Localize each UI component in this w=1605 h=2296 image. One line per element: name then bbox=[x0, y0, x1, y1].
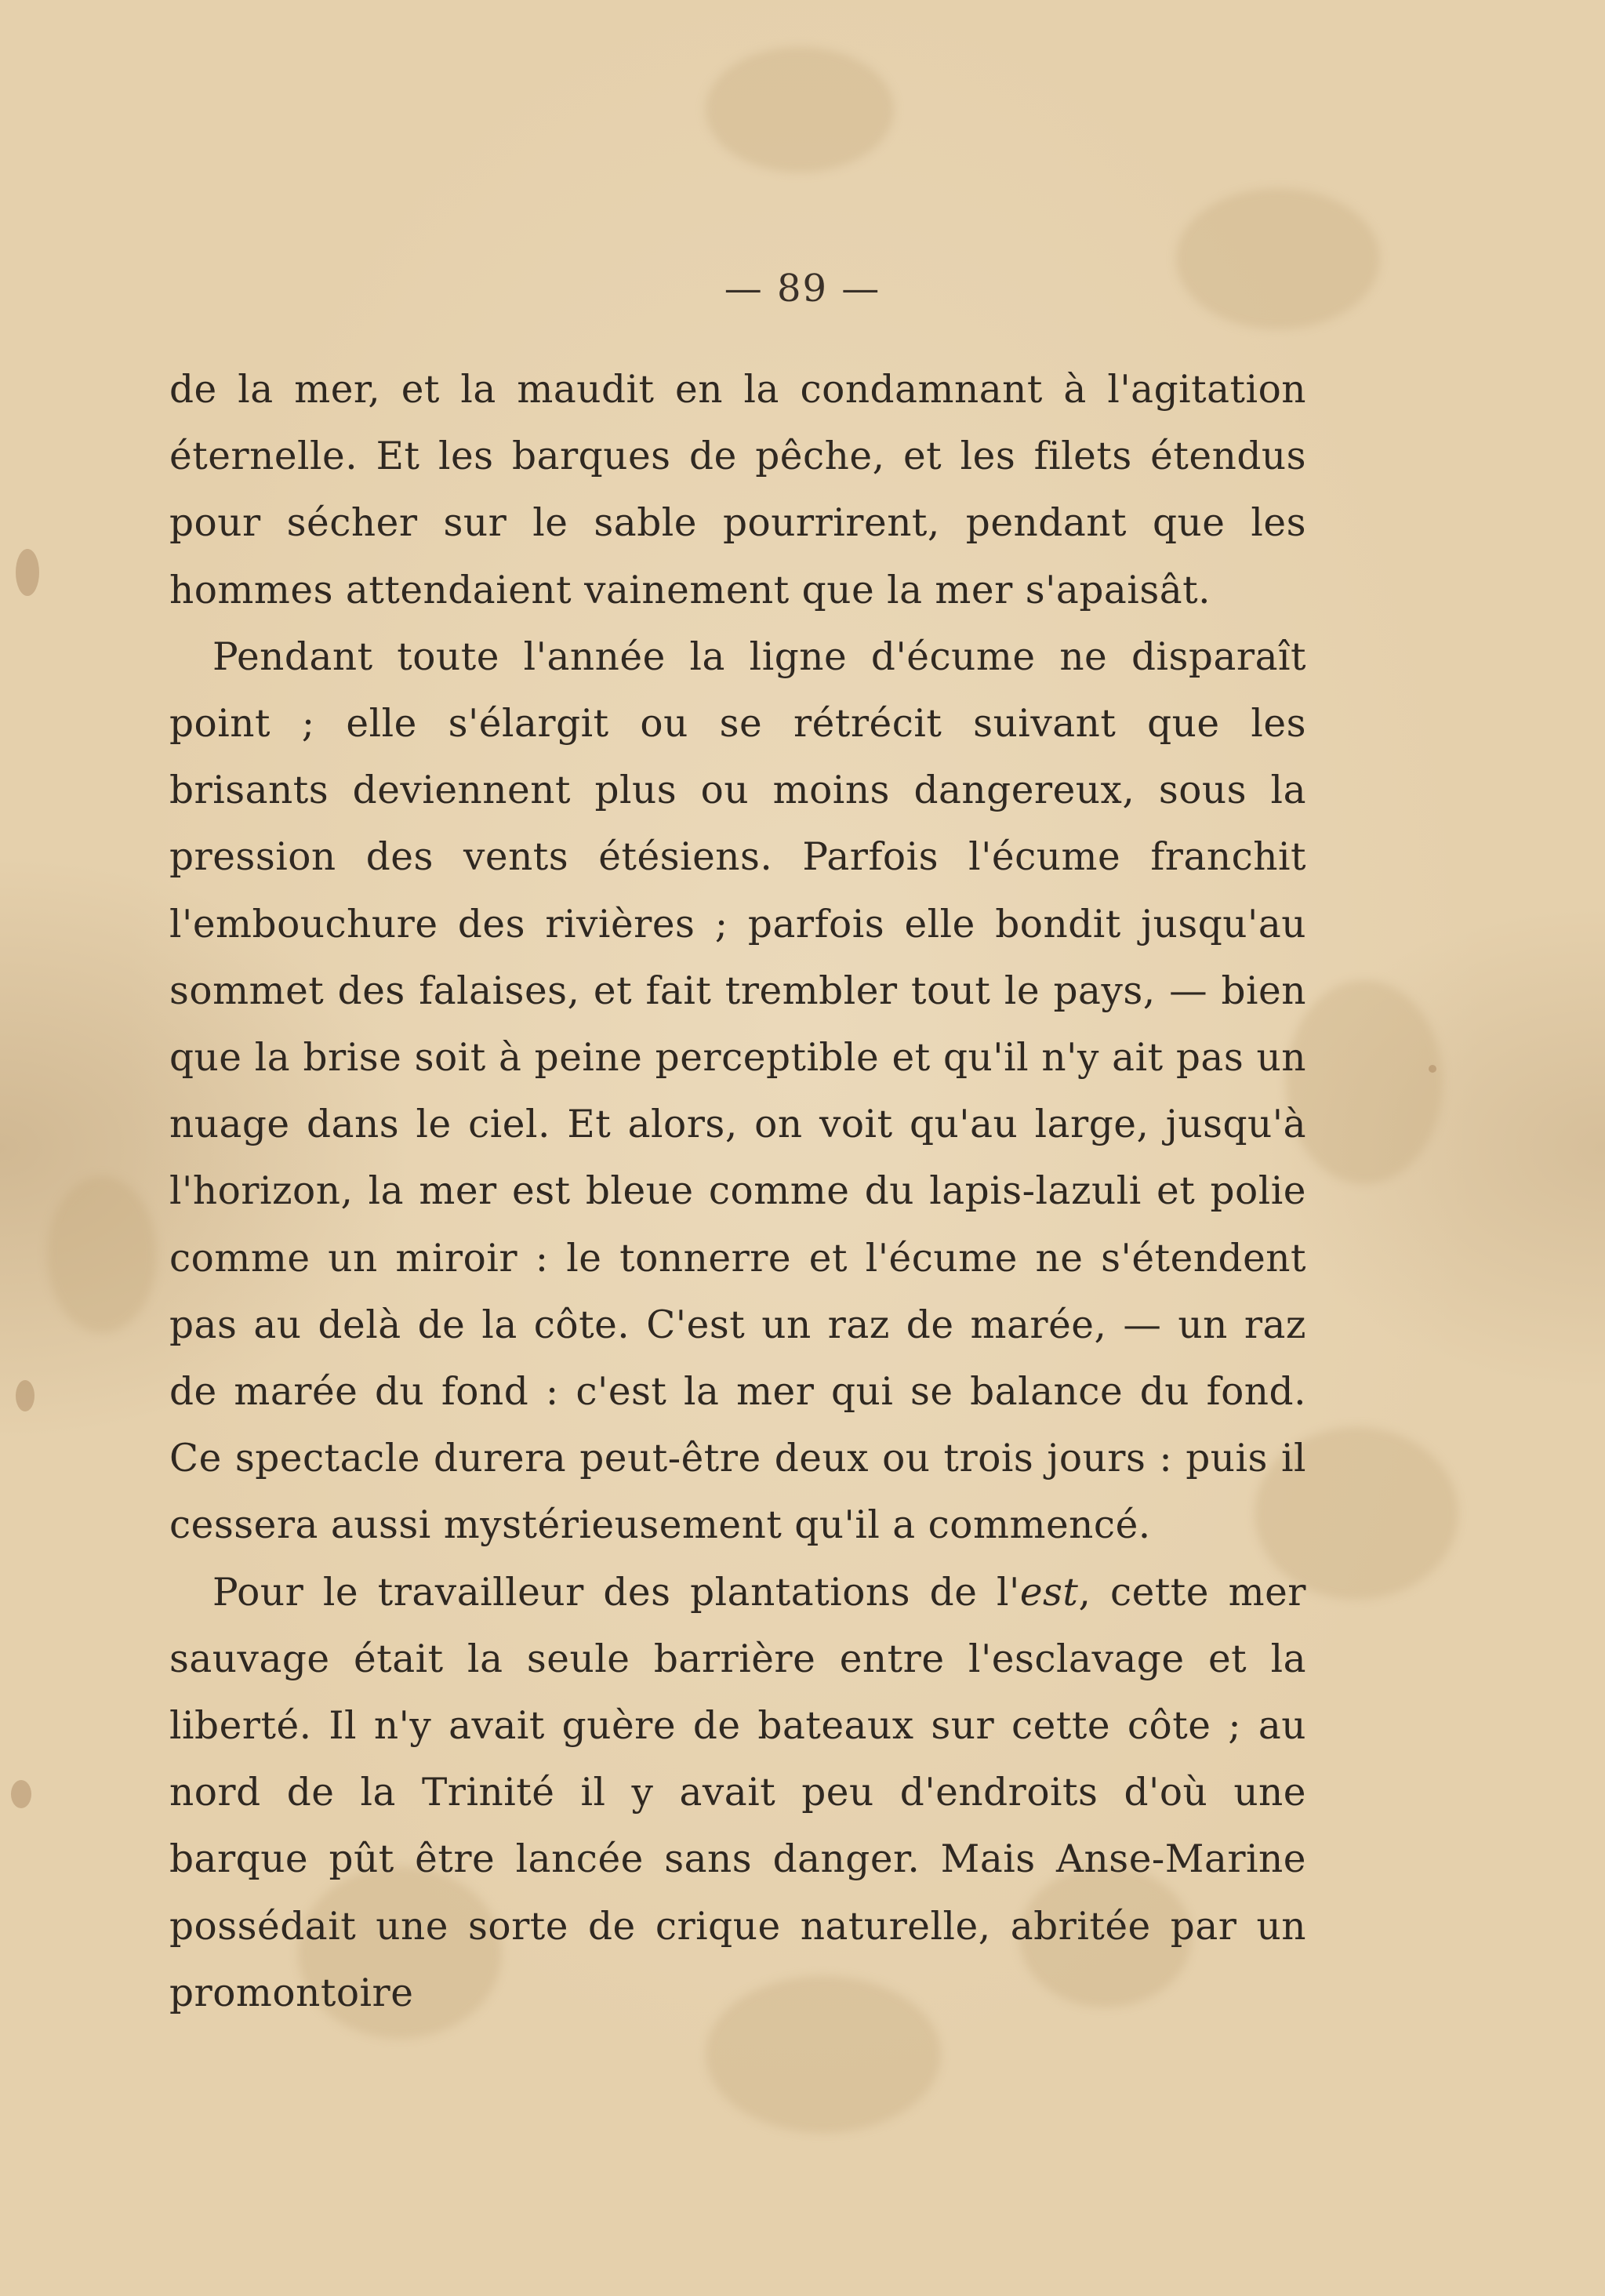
stain bbox=[706, 47, 894, 173]
foxing-spot bbox=[16, 549, 39, 596]
foxing-spot bbox=[11, 1780, 31, 1808]
body-text bbox=[169, 357, 1306, 2027]
foxing-spot bbox=[16, 1380, 34, 1411]
paragraph-1: de la mer, et la maudit en la condamnant à l'agitation éternelle. Et les barques de pêche, et les filets étendus pour sécher sur le sable pourrirent, pendant que les hommes attendaient vainement que la mer s'apaisât. bbox=[169, 368, 1306, 612]
paragraph-2: Pendant toute l'année la ligne d'écume ne disparaît point ; elle s'élargit ou se rétrécit suivant que les brisants deviennent plus ou moins dangereux, sous la pression des vents étésiens. Parfois l'écume franchit l'embouchure des rivières ; parfois elle bondit jusqu'au sommet des falaises, et fait trembler tout le pays, — bien que la brise soit à peine perceptible et qu'il n'y ait pas un nuage dans le ciel. Et alors, on voit qu'au large, jusqu'à l'horizon, la mer est bleue comme du lapis-lazuli et polie comme un miroir : le tonnerre et l'écume ne s'étendent pas au delà de la côte. C'est un raz de marée, — un raz de marée du fond : c'est la mer qui se balance du fond. Ce spectacle durera peut-être deux ou trois jours : puis il cessera aussi mystérieusement qu'il a commencé. bbox=[169, 634, 1306, 1548]
stain bbox=[47, 1176, 157, 1333]
paragraph-3-part-2: , cette mer sauvage était la seule barrière entre l'esclavage et la liberté. Il n'y avait guère de bateaux sur cette côte ; au nord de la Trinité il y avait peu d'endroits d'où une barque pût être lancée sans danger. Mais Anse-Marine possédait une sorte de crique naturelle, abritée par un promontoire bbox=[169, 1570, 1306, 2015]
page-number: — 89 — bbox=[724, 267, 881, 311]
foxing-spot bbox=[1429, 1065, 1436, 1073]
paragraph-3 bbox=[169, 1560, 1306, 2027]
stain bbox=[1286, 980, 1443, 1184]
paragraph-3-part-1: Pour le travailleur des plantations de l' bbox=[212, 1570, 1020, 1615]
paragraph-3-italic: est bbox=[1019, 1570, 1079, 1615]
